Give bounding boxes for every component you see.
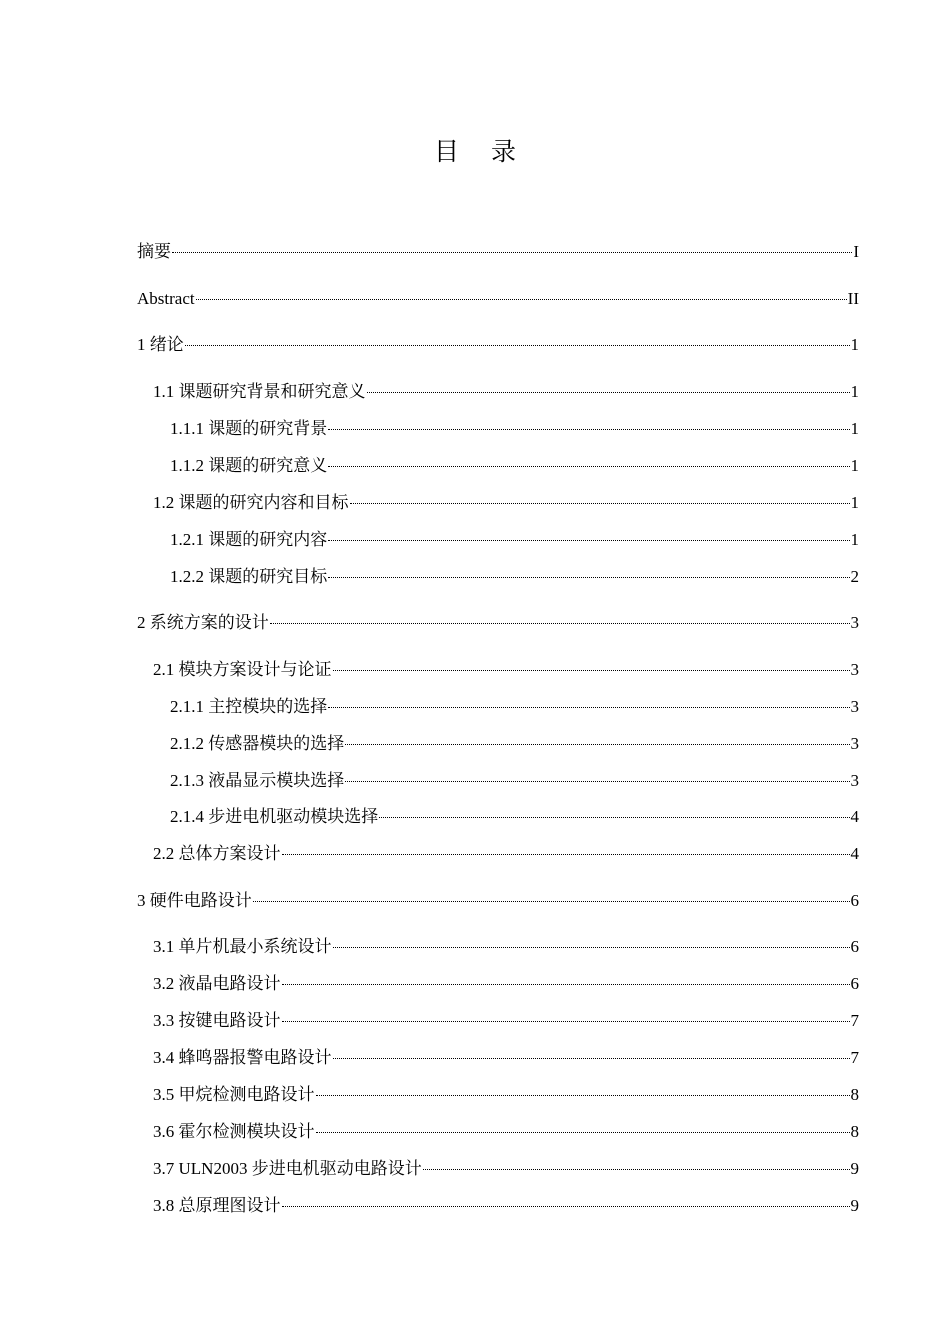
toc-dot-leader <box>333 947 850 948</box>
toc-dot-leader <box>328 577 849 578</box>
toc-entry-page-number: 1 <box>850 530 859 549</box>
toc-entry-page-number: 1 <box>850 493 859 512</box>
toc-entry-label: 2.1.3 液晶显示模块选择 <box>170 771 345 790</box>
toc-dot-leader <box>379 817 849 818</box>
toc-entry[interactable] <box>153 659 859 681</box>
toc-entry-page-number: 6 <box>850 974 859 993</box>
toc-dot-leader <box>316 1132 850 1133</box>
toc-dot-leader <box>282 1206 850 1207</box>
toc-entry[interactable] <box>170 806 859 828</box>
toc-entry[interactable] <box>153 973 859 995</box>
toc-entry[interactable] <box>170 455 859 477</box>
toc-entry-label: 3.3 按键电路设计 <box>153 1011 281 1030</box>
toc-entry[interactable] <box>153 1121 859 1143</box>
toc-dot-leader <box>282 854 850 855</box>
toc-entry-page-number: 4 <box>850 807 859 826</box>
toc-entry-page-number: 1 <box>850 456 859 475</box>
toc-entry-page-number: 9 <box>850 1196 859 1215</box>
toc-dot-leader <box>270 623 850 624</box>
toc-entry[interactable] <box>137 890 859 912</box>
toc-entry-label: 1 绪论 <box>137 335 184 354</box>
toc-entry-label: Abstract <box>137 289 195 308</box>
toc-entry-label: 3.1 单片机最小系统设计 <box>153 937 332 956</box>
toc-dot-leader <box>172 252 852 253</box>
toc-dot-leader <box>345 744 849 745</box>
toc-dot-leader <box>333 670 850 671</box>
toc-entry[interactable] <box>153 492 859 514</box>
toc-entry-page-number: 3 <box>850 660 859 679</box>
toc-dot-leader <box>282 1021 850 1022</box>
toc-entry[interactable] <box>153 936 859 958</box>
toc-entry[interactable] <box>170 696 859 718</box>
toc-dot-leader <box>282 984 850 985</box>
toc-dot-leader <box>328 466 849 467</box>
toc-dot-leader <box>423 1169 850 1170</box>
toc-entry-label: 摘要 <box>137 242 171 261</box>
toc-entry[interactable] <box>170 418 859 440</box>
toc-dot-leader <box>185 345 850 346</box>
toc-entry-page-number: 3 <box>850 734 859 753</box>
toc-entry-page-number: 1 <box>850 419 859 438</box>
toc-entry-page-number: 3 <box>850 771 859 790</box>
toc-entry-label: 2.1.4 步进电机驱动模块选择 <box>170 807 379 826</box>
toc-entry[interactable] <box>170 529 859 551</box>
toc-entry-page-number: 3 <box>850 697 859 716</box>
toc-entry-page-number: 7 <box>850 1048 859 1067</box>
toc-dot-leader <box>316 1095 850 1096</box>
toc-entry-page-number: 9 <box>850 1159 859 1178</box>
toc-entry-label: 2.1 模块方案设计与论证 <box>153 660 332 679</box>
toc-dot-leader <box>345 781 849 782</box>
toc-entry-page-number: 1 <box>850 335 859 354</box>
toc-entry[interactable] <box>153 1195 859 1217</box>
toc-entry-page-number: 3 <box>850 613 859 632</box>
toc-dot-leader <box>350 503 850 504</box>
toc-entry-label: 1.2 课题的研究内容和目标 <box>153 493 349 512</box>
toc-entry[interactable] <box>137 612 859 634</box>
toc-entry-label: 3.6 霍尔检测模块设计 <box>153 1122 315 1141</box>
toc-entry-page-number: 6 <box>850 937 859 956</box>
toc-entry-label: 1.1.2 课题的研究意义 <box>170 456 328 475</box>
toc-entry[interactable] <box>153 843 859 865</box>
toc-entry-page-number: 4 <box>850 844 859 863</box>
toc-entry[interactable] <box>170 770 859 792</box>
toc-dot-leader <box>328 707 849 708</box>
toc-entry[interactable] <box>153 1047 859 1069</box>
toc-dot-leader <box>333 1058 850 1059</box>
toc-title: 目 录 <box>434 137 528 166</box>
toc-dot-leader <box>196 299 847 300</box>
toc-entry[interactable] <box>137 241 859 263</box>
toc-entry-label: 1.1 课题研究背景和研究意义 <box>153 382 366 401</box>
toc-entry-label: 2 系统方案的设计 <box>137 613 269 632</box>
toc-entry-page-number: 6 <box>850 891 859 910</box>
toc-entry[interactable] <box>170 733 859 755</box>
toc-entry-label: 1.2.1 课题的研究内容 <box>170 530 328 549</box>
toc-entry-label: 3.7 ULN2003 步进电机驱动电路设计 <box>153 1159 422 1178</box>
toc-entry[interactable] <box>153 1010 859 1032</box>
toc-entry-label: 3.8 总原理图设计 <box>153 1196 281 1215</box>
toc-entry[interactable] <box>137 288 859 310</box>
toc-entry-label: 2.2 总体方案设计 <box>153 844 281 863</box>
toc-entry-label: 1.1.1 课题的研究背景 <box>170 419 328 438</box>
toc-entry-label: 3.5 甲烷检测电路设计 <box>153 1085 315 1104</box>
toc-entry-page-number: 7 <box>850 1011 859 1030</box>
toc-entry-label: 1.2.2 课题的研究目标 <box>170 567 328 586</box>
toc-entry[interactable] <box>170 566 859 588</box>
toc-entry-label: 3.4 蜂鸣器报警电路设计 <box>153 1048 332 1067</box>
toc-entry-page-number: 2 <box>850 567 859 586</box>
toc-entry-label: 2.1.2 传感器模块的选择 <box>170 734 345 753</box>
toc-entry[interactable] <box>153 381 859 403</box>
toc-entry-label: 3.2 液晶电路设计 <box>153 974 281 993</box>
toc-entry-label: 2.1.1 主控模块的选择 <box>170 697 328 716</box>
toc-dot-leader <box>328 540 849 541</box>
toc-entry[interactable] <box>153 1084 859 1106</box>
toc-entry-page-number: 8 <box>850 1122 859 1141</box>
toc-entry-page-number: II <box>847 289 859 308</box>
toc-entry[interactable] <box>137 334 859 356</box>
toc-entry[interactable] <box>153 1158 859 1180</box>
toc-entry-page-number: 8 <box>850 1085 859 1104</box>
toc-entry-page-number: I <box>853 242 859 261</box>
toc-dot-leader <box>367 392 850 393</box>
toc-dot-leader <box>253 901 850 902</box>
toc-entry-page-number: 1 <box>850 382 859 401</box>
toc-dot-leader <box>328 429 849 430</box>
toc-entry-label: 3 硬件电路设计 <box>137 891 252 910</box>
